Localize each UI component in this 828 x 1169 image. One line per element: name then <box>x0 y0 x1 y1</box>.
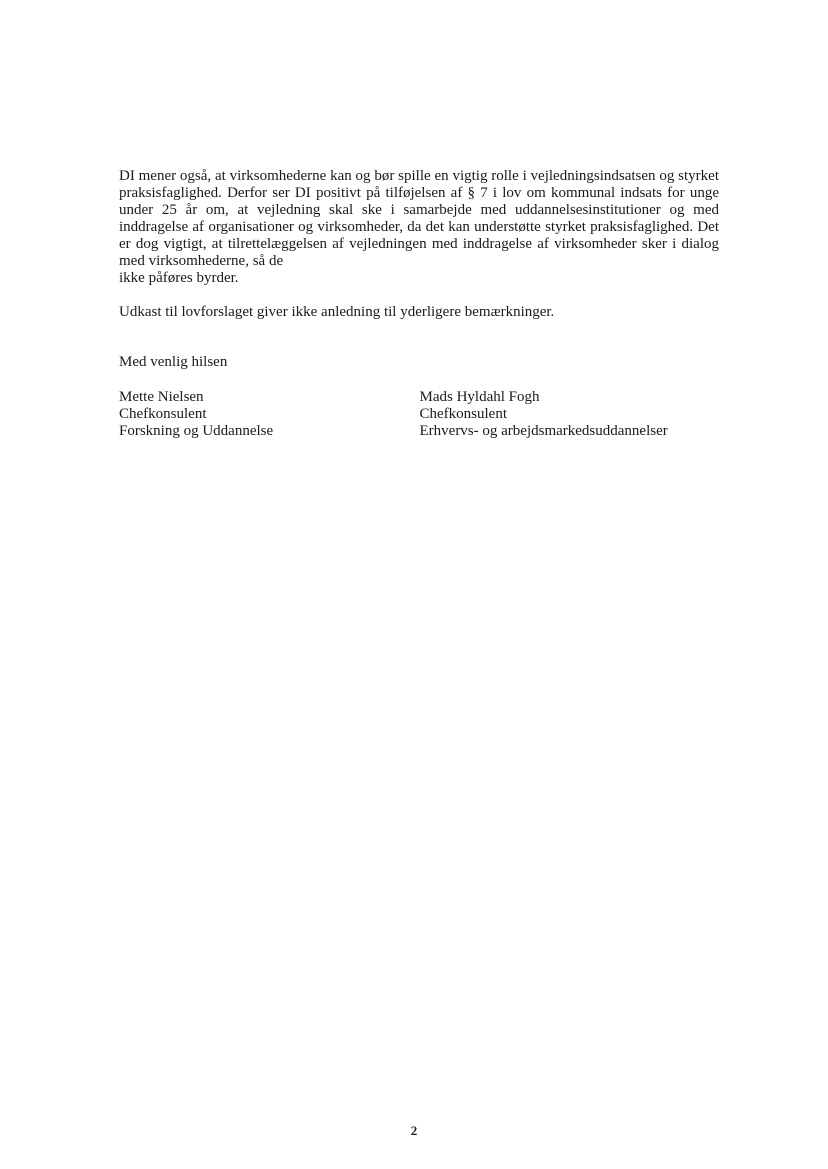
signature-block <box>119 389 719 440</box>
signatory-title: Chefkonsulent <box>119 406 207 422</box>
page-number: 2 <box>410 1123 418 1138</box>
signatory-name: Mads Hyldahl Fogh <box>419 389 540 405</box>
signatory-name: Mette Nielsen <box>119 389 204 405</box>
signature-left <box>119 389 420 440</box>
letter-body <box>119 168 719 440</box>
paragraph-di-position-last-line: ikke påføres byrder. <box>119 270 239 286</box>
paragraph-di-position <box>119 168 719 287</box>
signatory-department: Erhvervs- og arbejdsmarkedsuddannelser <box>419 423 668 439</box>
paragraph-no-further-remarks: Udkast til lovforslaget giver ikke anledning til yderligere bemærkninger. <box>119 304 555 320</box>
paragraph-di-position-text: DI mener også, at virksomhederne kan og bør spille en vigtig rolle i vejledningsindsatsen og styrket praksisfaglighed. Derfor ser DI positivt på tilføjelsen af § 7 i lov om kommunal indsats for unge under 25 år om, at vejledning skal ske i samarbejde med uddannelsesinstitutioner og med inddragelse af organisationer og virksomheder, da det kan understøtte styrket praksisfaglighed. Det er dog vigtigt, at tilrettelæggelsen af vejledningen med inddragelse af virksomheder sker i dialog med virksomhederne, så de <box>119 168 719 269</box>
closing-greeting: Med venlig hilsen <box>119 354 228 370</box>
signatory-title: Chefkonsulent <box>419 406 507 422</box>
signatory-department: Forskning og Uddannelse <box>119 423 274 439</box>
signature-right <box>420 389 720 440</box>
